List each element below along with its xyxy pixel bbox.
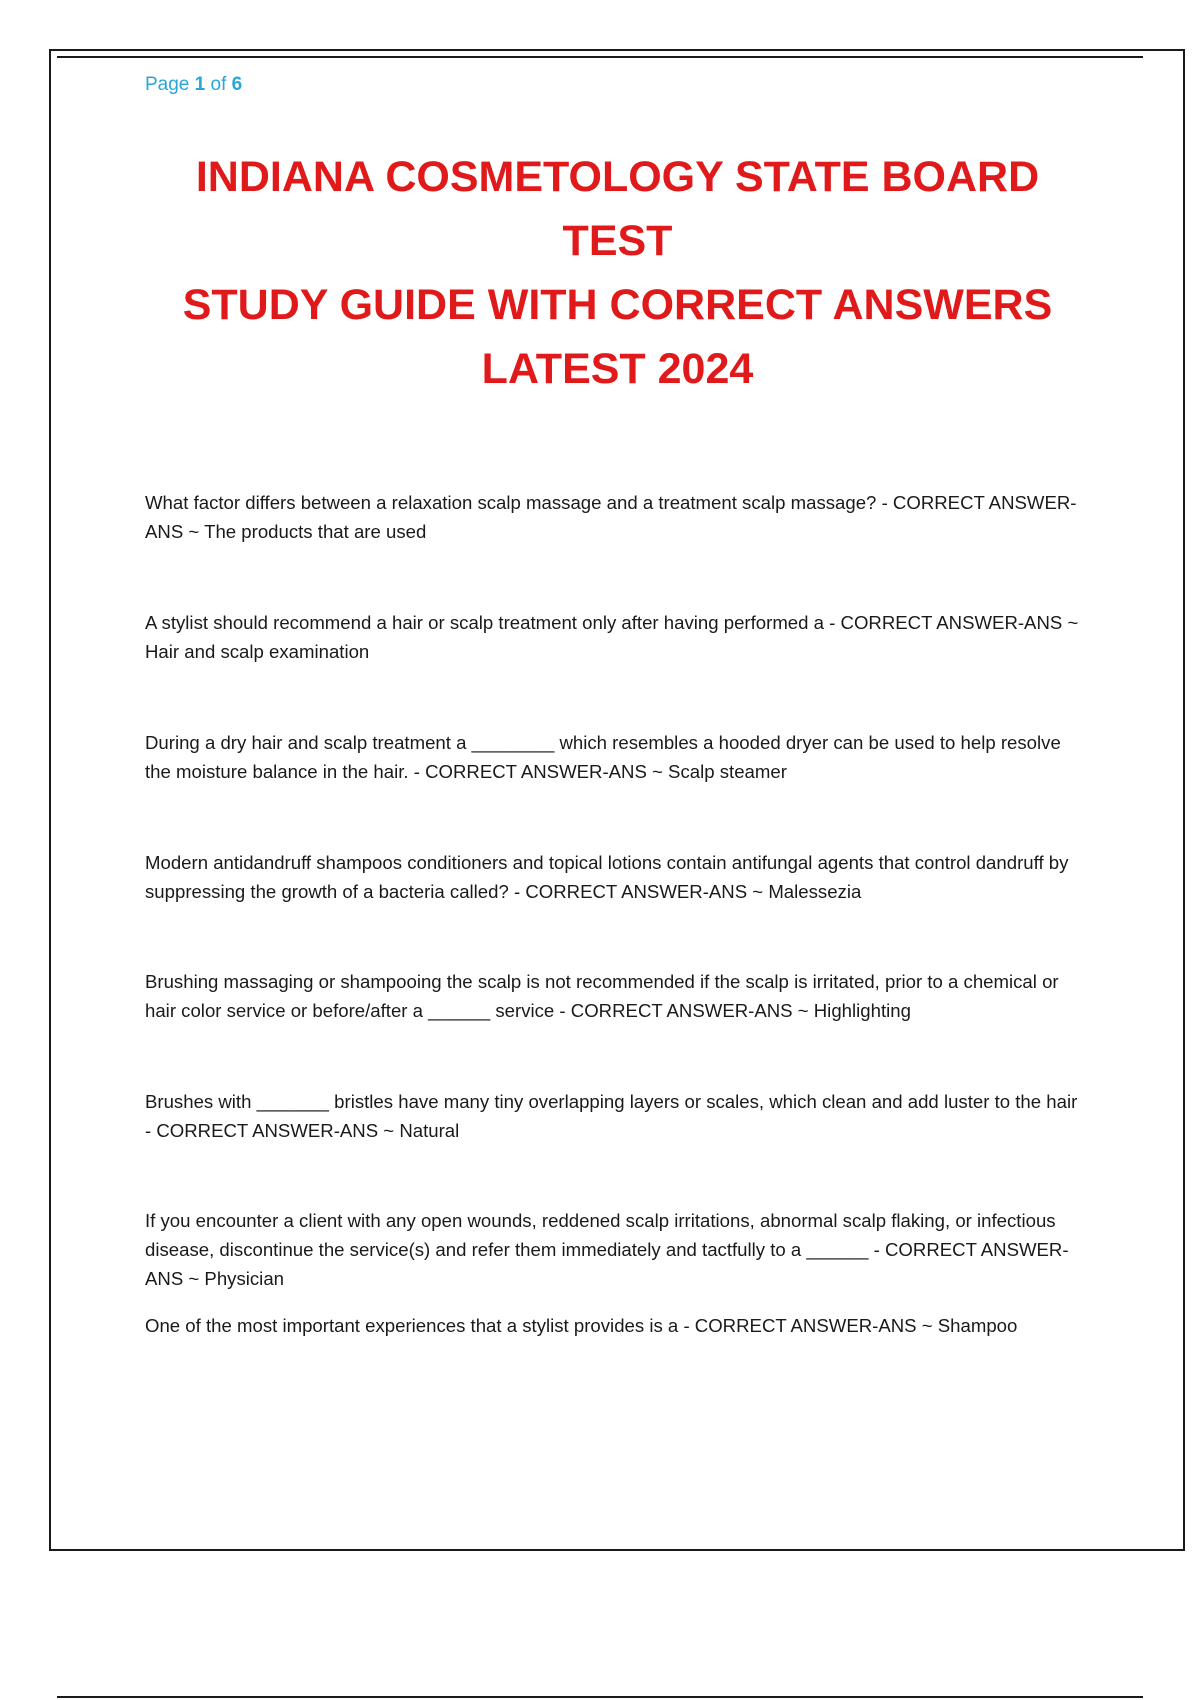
- qa-item-8: One of the most important experiences that a stylist provides is a - CORRECT ANSWER-ANS ~ Shampoo: [145, 1315, 1018, 1336]
- qa-item-4: Modern antidandruff shampoos conditioners and topical lotions contain antifungal agents that control dandruff by suppressing the growth of a bacteria called? - CORRECT ANSWER-ANS ~ Malessezia: [145, 852, 1069, 902]
- qa-item-6: Brushes with _______ bristles have many tiny overlapping layers or scales, which clean and add luster to the hair - CORRECT ANSWER-ANS ~ Natural: [145, 1091, 1078, 1141]
- page-indicator: [145, 74, 242, 96]
- header-rule: [57, 56, 1143, 58]
- title-line-1: INDIANA COSMETOLOGY STATE BOARD TEST: [195, 153, 1040, 265]
- page-total: 6: [231, 74, 243, 95]
- qa-item-5: Brushing massaging or shampooing the scalp is not recommended if the scalp is irritated, prior to a chemical or hair color service or before/after a ______ service - CORRECT ANSWER-ANS ~ Highlighting: [145, 971, 1059, 1021]
- qa-item-3: During a dry hair and scalp treatment a ________ which resembles a hooded dryer can be used to help resolve the moisture balance in the hair. - CORRECT ANSWER-ANS ~ Scalp steamer: [145, 732, 1061, 782]
- page-current: 1: [194, 74, 206, 95]
- qa-item-7: If you encounter a client with any open wounds, reddened scalp irritations, abnormal scalp flaking, or infectious disease, discontinue the service(s) and refer them immediately and tactfully to a ______ - CORRECT ANSWER-ANS ~ Physician: [145, 1210, 1069, 1289]
- page-of-label: of: [210, 74, 227, 95]
- page-label: Page: [145, 74, 190, 95]
- title-line-3: LATEST 2024: [481, 345, 754, 393]
- qa-item-1: What factor differs between a relaxation scalp massage and a treatment scalp massage? - CORRECT ANSWER-ANS ~ The products that are used: [145, 492, 1077, 542]
- qa-item-2: A stylist should recommend a hair or scalp treatment only after having performed a - CORRECT ANSWER-ANS ~ Hair and scalp examination: [145, 612, 1079, 662]
- footer-rule: [57, 1696, 1143, 1698]
- title-line-2: STUDY GUIDE WITH CORRECT ANSWERS: [182, 281, 1053, 329]
- document-title: [150, 145, 1085, 401]
